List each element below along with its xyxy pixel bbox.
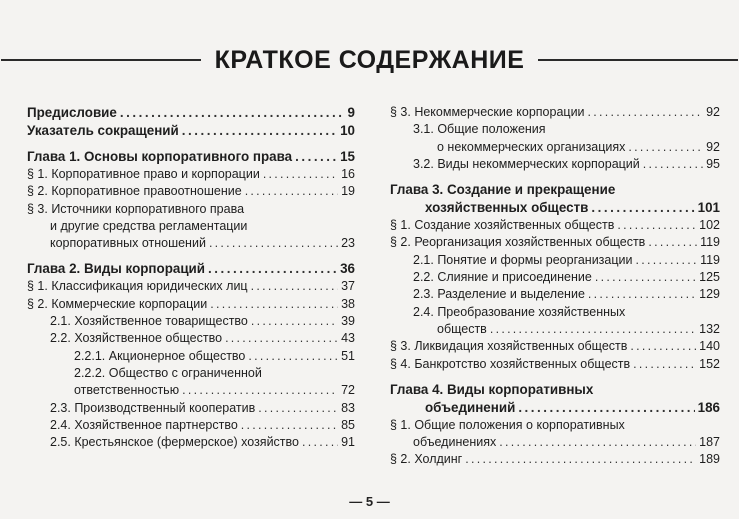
dot-leader (263, 166, 338, 183)
toc-entry-title: § 2. Реорганизация хозяйственных обществ (390, 235, 646, 250)
toc-entry-page: 119 (700, 252, 720, 267)
toc-entry (27, 235, 355, 252)
toc-entry-title: Глава 2. Виды корпораций (27, 261, 206, 277)
toc-entry-page: 72 (341, 383, 355, 398)
toc-entry-page: 10 (340, 123, 355, 138)
toc-entry (27, 148, 355, 166)
toc-entry-line: Глава 4. Виды корпоративных (390, 381, 594, 397)
toc-entry (27, 104, 355, 122)
toc-entry (390, 286, 720, 303)
toc-entry-title: § 2. Коммерческие корпорации (27, 296, 208, 311)
dot-leader (210, 296, 338, 313)
dot-leader (630, 338, 696, 355)
title-rule-right (538, 59, 738, 61)
dot-leader (258, 400, 338, 417)
toc-entry (390, 104, 720, 121)
toc-entry-page: 119 (700, 235, 720, 250)
toc-entry-title: § 1. Классификация юридических лиц (27, 279, 248, 294)
dot-leader (248, 348, 338, 365)
toc-entry-page: 140 (699, 339, 720, 354)
toc-entry-page: 36 (340, 261, 355, 277)
toc-entry (390, 356, 720, 373)
toc-entry (27, 260, 355, 278)
toc-entry-page: 15 (340, 149, 355, 164)
toc-entry-line: 2.2.2. Общество с ограниченной (74, 365, 262, 380)
toc-entry-page: 186 (697, 399, 720, 415)
toc-entry-title: Указатель сокращений (27, 123, 179, 138)
toc-entry (390, 139, 720, 156)
dot-leader (499, 434, 696, 451)
toc-entry (390, 321, 720, 338)
toc-entry-page: 37 (341, 279, 355, 294)
toc-entry-page: 43 (341, 331, 355, 346)
toc-entry (390, 399, 720, 417)
toc-entry-page: 152 (699, 356, 720, 371)
dot-leader (182, 382, 338, 399)
title-rule-left (1, 59, 201, 61)
toc-entry-page: 23 (341, 236, 355, 251)
toc-entry (390, 434, 720, 451)
dot-leader (465, 451, 696, 468)
toc-entry (27, 348, 355, 365)
toc-entry (27, 166, 355, 183)
toc-entry-title: о некоммерческих организациях (437, 139, 626, 154)
toc-entry-title: хозяйственных обществ (425, 200, 589, 216)
toc-entry-title: объединениях (413, 435, 497, 450)
toc-entry-page: 187 (699, 435, 720, 450)
toc-entry-page: 38 (341, 296, 355, 311)
toc-entry-line: § 3. Источники корпоративного права (27, 201, 245, 216)
dot-leader (251, 278, 339, 295)
dot-leader (633, 356, 696, 373)
toc-left-column (27, 104, 355, 451)
dot-leader (209, 235, 338, 252)
toc-entry (27, 330, 355, 347)
toc-entry (390, 451, 720, 468)
toc-entry-page: 92 (706, 105, 720, 119)
dot-leader (628, 139, 703, 156)
toc-entry-page: 101 (697, 200, 720, 216)
toc-entry (27, 400, 355, 417)
section-gap (27, 140, 355, 148)
toc-entry-title: корпоративных отношений (50, 236, 206, 251)
toc-entry-title: Предисловие (27, 105, 117, 120)
dot-leader (302, 434, 338, 451)
section-gap (390, 373, 720, 381)
toc-entry-page: 132 (699, 321, 720, 336)
toc-entry (27, 313, 355, 330)
dot-leader (241, 417, 338, 434)
toc-entry-title: § 4. Банкротство хозяйственных обществ (390, 356, 631, 371)
toc-entry-title: Глава 1. Основы корпоративного права (27, 149, 293, 164)
toc-entry-line: § 1. Общие положения о корпоративных (390, 417, 625, 432)
dot-leader (245, 183, 338, 200)
toc-right-column (390, 104, 720, 469)
toc-entry-page: 19 (341, 184, 355, 199)
dot-leader (617, 217, 696, 234)
toc-entry (390, 156, 720, 173)
dot-leader (518, 399, 694, 417)
toc-entry-title: § 1. Корпоративное право и корпорации (27, 167, 260, 181)
toc-entry-page: 95 (706, 156, 720, 171)
toc-entry-page: 189 (699, 452, 720, 467)
toc-entry-title: ответственностью (74, 383, 180, 398)
toc-entry-title: 2.2.1. Акционерное общество (74, 348, 246, 363)
toc-entry (390, 269, 720, 286)
dot-leader (120, 104, 345, 122)
toc-entry (390, 234, 720, 251)
toc-entry (390, 252, 720, 269)
toc-entry-title: § 2. Холдинг (390, 452, 463, 467)
toc-entry (27, 296, 355, 313)
toc-entry-page: 91 (341, 435, 355, 450)
toc-entry (27, 278, 355, 295)
toc-entry-page: 83 (341, 400, 355, 415)
toc-entry-line: 3.1. Общие положения (413, 122, 546, 137)
dot-leader (208, 260, 337, 278)
toc-entry-title: § 3. Ликвидация хозяйственных обществ (390, 339, 628, 354)
toc-entry-title: 2.3. Разделение и выделение (413, 287, 585, 302)
page-number: — 5 — (349, 494, 390, 509)
dot-leader (595, 269, 696, 286)
toc-entry-page: 129 (699, 287, 720, 302)
toc-entry (390, 338, 720, 355)
dot-leader (295, 148, 337, 166)
title-row (0, 40, 739, 80)
toc-entry-title: § 1. Создание хозяйственных обществ (390, 218, 615, 233)
toc-entry-title: 2.2. Слияние и присоединение (413, 270, 592, 285)
toc-entry-title: § 2. Корпоративное правоотношение (27, 184, 242, 199)
section-gap (390, 173, 720, 181)
dot-leader (182, 122, 337, 140)
toc-entry-line: и другие средства регламентации (50, 218, 248, 233)
dot-leader (251, 313, 338, 330)
toc-entry (27, 183, 355, 200)
toc-entry-title: 2.1. Хозяйственное товарищество (50, 314, 248, 329)
toc-entry-title: 2.5. Крестьянское (фермерское) хозяйство (50, 435, 299, 450)
toc-entry (27, 434, 355, 451)
toc-entry-page: 92 (706, 139, 720, 154)
toc-entry-title: 2.2. Хозяйственное общество (50, 331, 223, 346)
toc-entry-title: 2.4. Хозяйственное партнерство (50, 417, 238, 432)
dot-leader (648, 234, 697, 251)
dot-leader (490, 321, 696, 338)
section-gap (27, 252, 355, 260)
toc-entry-line: Глава 3. Создание и прекращение (390, 182, 616, 198)
toc-entry-title: 2.1. Понятие и формы реорганизации (413, 252, 633, 267)
toc-entry-title: 3.2. Виды некоммерческих корпораций (413, 156, 640, 171)
dot-leader (636, 252, 698, 269)
dot-leader (643, 156, 703, 173)
dot-leader (588, 286, 696, 303)
toc-entry (27, 382, 355, 399)
toc-entry-title: 2.3. Производственный кооператив (50, 400, 256, 415)
toc-entry-page: 16 (341, 167, 355, 181)
toc-entry (27, 417, 355, 434)
toc-entry-page: 39 (341, 314, 355, 329)
toc-entry-page: 102 (699, 218, 720, 233)
toc-entry-title: обществ (437, 321, 487, 336)
page-title: КРАТКОЕ СОДЕРЖАНИЕ (214, 45, 525, 74)
dot-leader (225, 330, 338, 347)
toc-entry (390, 199, 720, 217)
toc-entry (390, 217, 720, 234)
toc-entry (27, 122, 355, 140)
toc-entry-line: 2.4. Преобразование хозяйственных (413, 304, 626, 319)
dot-leader (588, 104, 704, 121)
toc-entry-title: § 3. Некоммерческие корпорации (390, 105, 585, 119)
dot-leader (591, 199, 694, 217)
toc-entry-page: 125 (699, 270, 720, 285)
toc-entry-title: объединений (425, 399, 516, 415)
toc-entry-page: 9 (347, 105, 355, 120)
toc-entry-page: 51 (341, 348, 355, 363)
toc-entry-page: 85 (341, 417, 355, 432)
